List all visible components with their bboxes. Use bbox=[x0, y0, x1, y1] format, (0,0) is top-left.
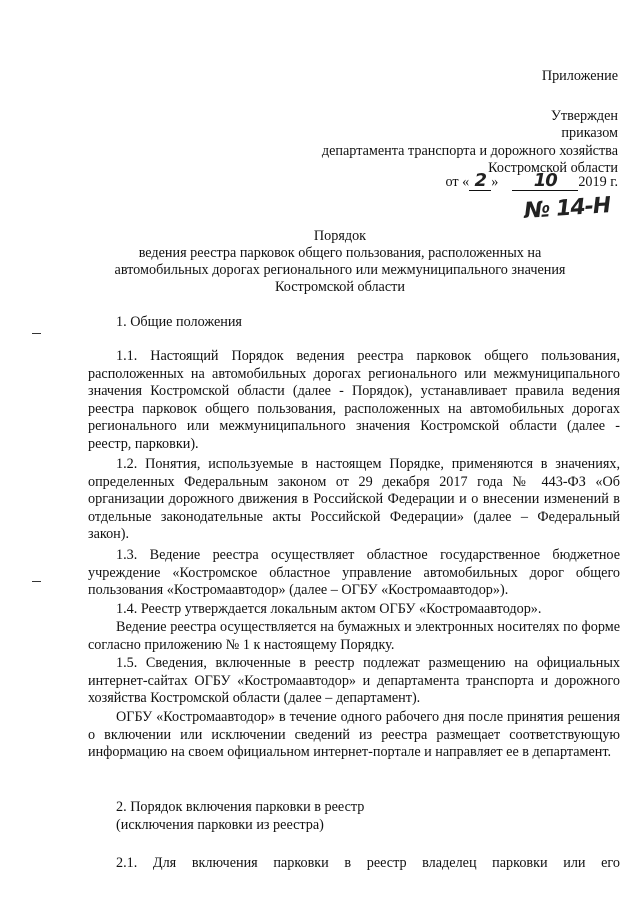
date-prefix: от « bbox=[445, 174, 470, 190]
region-label: Костромской области bbox=[488, 160, 618, 176]
paragraph-2-1: 2.1. Для включения парковки в реестр владелец парковки или его bbox=[116, 855, 620, 871]
section-heading: 1. Общие положения bbox=[116, 314, 242, 330]
approval-date bbox=[445, 172, 618, 192]
margin-mark bbox=[32, 333, 41, 334]
paragraph-1-5: 1.5. Сведения, включенные в реестр подлежат размещению на официальных интернет-сайтах ОГБУ «Костромаавтодор» и департамента транспорта и дорожного хозяйства Костромской области (далее – департамент). bbox=[88, 655, 620, 706]
paragraph-1-1: 1.1. Настоящий Порядок ведения реестра парковок общего пользования, расположенных на автомобильных дорогах регионального или межмуниципального значения Костромской области (далее - Порядок), устанавливает правила ведения реестра парковок общего пользования, расположенных на автомобильных дорогах регионального или межмуниципального значения Костромской области (далее - реестр, парковки). bbox=[88, 348, 620, 452]
section-heading: 2. Порядок включения парковки в реестр bbox=[116, 799, 365, 815]
date-month: 10 bbox=[512, 172, 578, 191]
document-title: Порядок bbox=[313, 228, 367, 244]
document-subtitle-line: ведения реестра парковок общего пользования, расположенных на bbox=[138, 245, 542, 261]
paragraph-1-4-continued: Ведение реестра осуществляется на бумажных и электронных носителях по форме согласно приложению № 1 к настоящему Порядку. bbox=[88, 619, 620, 653]
margin-mark bbox=[32, 581, 41, 582]
document-subtitle-line: Костромской области bbox=[275, 279, 405, 295]
paragraph-1-2: 1.2. Понятия, используемые в настоящем Порядке, применяются в значениях, определенных Федеральным законом от 29 декабря 2017 года № 443-ФЗ «Об организации дорожного движения в Российской Федерации и о внесении изменений в отдельные законодательные акты Российской Федерации» (далее – Федеральный закон). bbox=[88, 456, 620, 542]
date-day: 2 bbox=[469, 172, 491, 191]
document-subtitle-line: автомобильных дорогах регионального или межмуниципального значения bbox=[114, 262, 566, 278]
date-year: 2019 г. bbox=[578, 174, 618, 190]
paragraph-1-3: 1.3. Ведение реестра осуществляет областное государственное бюджетное учреждение «Костромское областное управление автомобильных дорог общего пользования «Костромаавтодор» (далее – ОГБУ «Костромаавтодор»). bbox=[88, 547, 620, 598]
paragraph-1-4: 1.4. Реестр утверждается локальным актом ОГБУ «Костромаавтодор». bbox=[116, 601, 542, 617]
order-number-handwritten: № 14-Н bbox=[522, 193, 611, 224]
approved-label: Утвержден bbox=[550, 108, 618, 124]
date-mid: » bbox=[491, 174, 499, 190]
appendix-label: Приложение bbox=[541, 68, 618, 84]
department-label: департамента транспорта и дорожного хозяйства bbox=[321, 143, 618, 159]
paragraph-1-5-continued: ОГБУ «Костромаавтодор» в течение одного рабочего дня после принятия решения о включении или исключении сведений из реестра размещает соответствующую информацию на своем официальном интернет-портале и направляет ее в департамент. bbox=[88, 709, 620, 760]
section-heading-continued: (исключения парковки из реестра) bbox=[116, 817, 324, 833]
order-label: приказом bbox=[561, 125, 618, 141]
